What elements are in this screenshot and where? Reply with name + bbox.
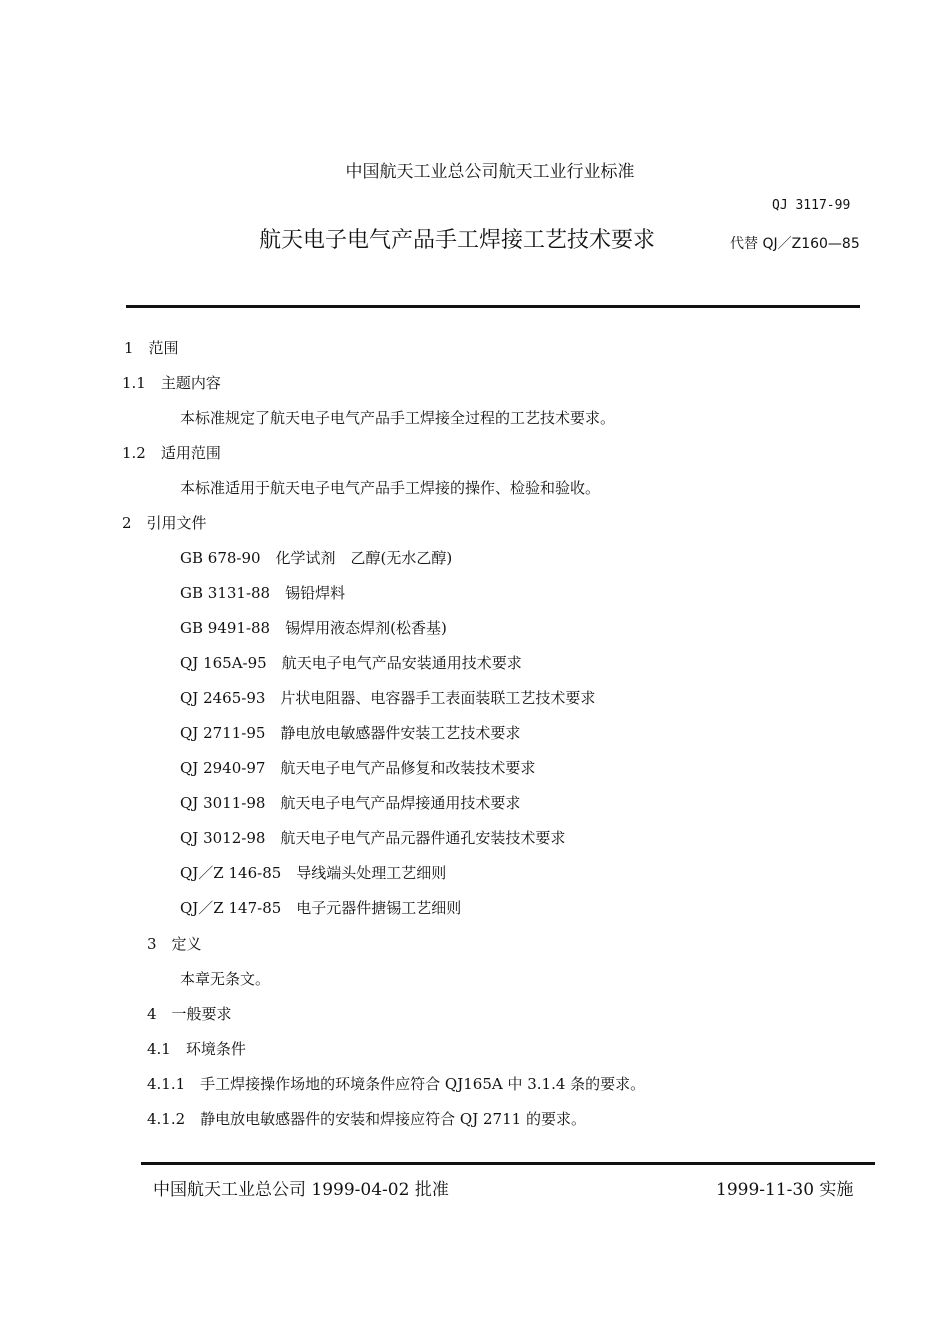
reference-item: QJ／Z 146-85 导线端头处理工艺细则 (180, 864, 447, 882)
reference-item: QJ 2465-93 片状电阻器、电容器手工表面装联工艺技术要求 (180, 689, 596, 707)
approval-date: 中国航天工业总公司 1999-04-02 批准 (153, 1180, 449, 1200)
header-divider (126, 305, 860, 308)
section-3-heading: 3 定义 (147, 935, 202, 953)
reference-item: GB 9491-88 锡焊用液态焊剂(松香基) (180, 619, 447, 637)
section-4-heading: 4 一般要求 (147, 1005, 232, 1023)
reference-item: GB 3131-88 锡铅焊料 (180, 584, 346, 602)
section-4-1-heading: 4.1 环境条件 (147, 1040, 246, 1058)
section-1-1-heading: 1.1 主题内容 (122, 374, 221, 392)
section-4-1-1-clause: 4.1.1 手工焊接操作场地的环境条件应符合 QJ165A 中 3.1.4 条的要求。 (147, 1075, 646, 1093)
section-1-2-heading: 1.2 适用范围 (122, 444, 221, 462)
section-3-paragraph: 本章无条文。 (180, 970, 271, 988)
issuing-organization: 中国航天工业总公司航天工业行业标准 (345, 162, 635, 182)
standard-number: QJ 3117-99 (772, 198, 851, 213)
section-4-1-2-clause: 4.1.2 静电放电敏感器件的安装和焊接应符合 QJ 2711 的要求。 (147, 1110, 586, 1128)
reference-item: QJ 2940-97 航天电子电气产品修复和改装技术要求 (180, 759, 536, 777)
reference-item: QJ 3011-98 航天电子电气产品焊接通用技术要求 (180, 794, 521, 812)
section-2-heading: 2 引用文件 (122, 514, 207, 532)
reference-item: QJ 165A-95 航天电子电气产品安装通用技术要求 (180, 654, 522, 672)
reference-item: QJ／Z 147-85 电子元器件搪锡工艺细则 (180, 899, 462, 917)
effective-date: 1999-11-30 实施 (716, 1180, 854, 1200)
section-1-1-paragraph: 本标准规定了航天电子电气产品手工焊接全过程的工艺技术要求。 (180, 409, 616, 427)
footer-divider (141, 1162, 875, 1165)
reference-item: GB 678-90 化学试剂 乙醇(无水乙醇) (180, 549, 453, 567)
section-1-2-paragraph: 本标准适用于航天电子电气产品手工焊接的操作、检验和验收。 (180, 479, 601, 497)
replaces-standard: 代替 QJ／Z160—85 (730, 236, 860, 252)
section-1-heading: 1 范围 (124, 339, 179, 357)
reference-item: QJ 3012-98 航天电子电气产品元器件通孔安装技术要求 (180, 829, 566, 847)
document-title: 航天电子电气产品手工焊接工艺技术要求 (259, 228, 656, 253)
reference-item: QJ 2711-95 静电放电敏感器件安装工艺技术要求 (180, 724, 521, 742)
